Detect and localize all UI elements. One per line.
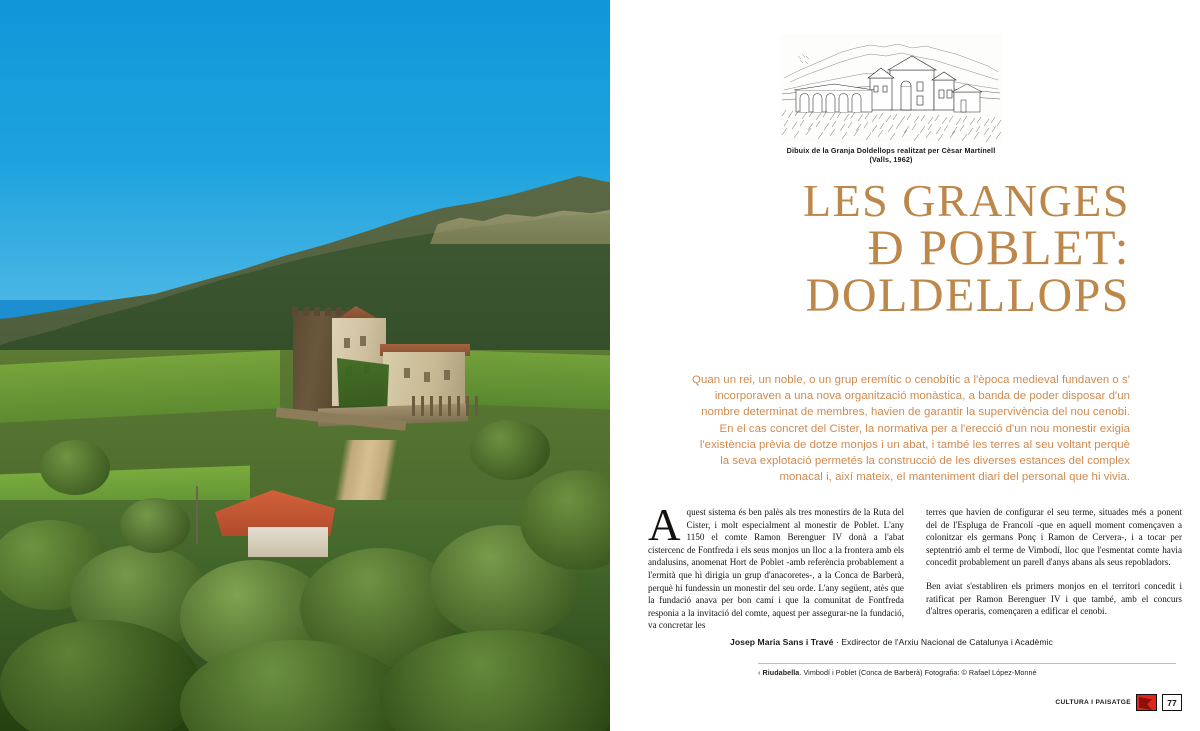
body-paragraph: Ben aviat s'establiren els primers monjos en el territori concedit i ratificat per Ramon Berenguer IV i que també, amb el concurs d'altres operaris, començaren a edificar el cenobi.: [926, 580, 1182, 617]
intro-paragraph: Quan un rei, un noble, o un grup eremític o cenobític a l'època medieval fundaven o s' incorporaven a una nova organització monàstica, a banda de poder disposar d'un nombre determinat de membres, havien de garantir la supervivència del nou cenobi. En el cas concret del Cister, la normativa per a l'erecció d'un nou monestir exigia l'existència prèvia de dotze monjos i un abat, i també les terres al seu voltant perquè la seva explotació permetés la construcció de les diverses estances del complex monacal i, així mateix, el manteniment diari del personal que hi vivia.: [692, 374, 1130, 484]
tree-canopy: [470, 420, 550, 480]
title-line-1: LES GRANGES: [802, 175, 1130, 226]
byline-separator: ·: [833, 637, 842, 647]
body-paragraph: Aquest sistema és ben palès als tres monestirs de la Ruta del Cister, i molt especialment al monestir de Poblet. L'any 1150 el comte Ramon Berenguer IV donà a l'abat cistercenc de Fontfreda i els seus monjos un lloc a la frontera amb els andalusins, anomenat Hort de Poblet -amb referència probablement a l'ermità que hi dirigia un grup d'anacoretes-, a la Conca de Barberà, perquè hi fundessin un monestir del seu orde. L'any següent, atès que la fundació anava per bon camí i que la comunitat de Fontfreda responia a la invitació del comte, aquest per assegurar-ne la fundació, va concretar les: [648, 500, 904, 631]
photo-caption-block: [758, 663, 1176, 678]
castle-window: [360, 336, 366, 346]
farmstead-engraving-illustration: [780, 34, 1002, 142]
tree-canopy: [40, 440, 110, 495]
body-columns: [648, 500, 1182, 632]
page-footer: [1055, 694, 1182, 711]
castle-window: [344, 338, 350, 348]
photo-caption: [758, 668, 1176, 677]
castle-battlements: [292, 307, 350, 316]
body-column-right: [926, 506, 1182, 632]
castle-window: [444, 370, 450, 380]
castle-window: [404, 368, 410, 378]
castle-window: [424, 372, 430, 382]
pergola: [412, 396, 484, 416]
footer-section-label: CULTURA I PAISATGE: [1055, 699, 1131, 706]
engraving-block: [780, 34, 1002, 164]
page-number: 77: [1162, 694, 1182, 711]
body-paragraph: terres que havien de configurar el seu terme, situades més a ponent del de l'Espluga de Francolí -que en aquell moment començaven a colonitzar els germans Ponç i Ramon de Cervera-, i a tocar per septentrió amb el terme de Vimbodí, lloc que l'esmentat comte havia concedit probablement un parell d'anys abans als seus repobladors.: [926, 507, 1182, 568]
body-column-left: [648, 500, 904, 632]
caption-arrow-icon: ‹: [758, 668, 763, 678]
page-title: [610, 175, 1130, 323]
title-line-3: DOLDELLOPS: [805, 269, 1130, 323]
farmhouse-wall: [248, 527, 328, 557]
engraving-caption: Dibuix de la Granja Doldellops realitzat per Cèsar Martinell (Valls, 1962): [786, 146, 996, 164]
byline-role: Exdirector de l'Arxiu Nacional de Catalunya i Acadèmic: [841, 637, 1053, 647]
flag-icon: [1136, 694, 1157, 711]
byline-author: Josep Maria Sans i Travé: [730, 637, 834, 647]
byline: [730, 637, 1190, 647]
caption-rule: [758, 663, 1176, 664]
article-panel: [610, 0, 1200, 731]
tree-canopy: [120, 498, 190, 553]
title-line-2: Ð POBLET:: [867, 219, 1130, 276]
utility-pole: [196, 486, 198, 544]
caption-rest: . Vimbodí i Poblet (Conca de Barberà) Fotografia: © Rafael López-Monné: [799, 668, 1037, 678]
caption-place: Riudabella: [762, 668, 800, 678]
